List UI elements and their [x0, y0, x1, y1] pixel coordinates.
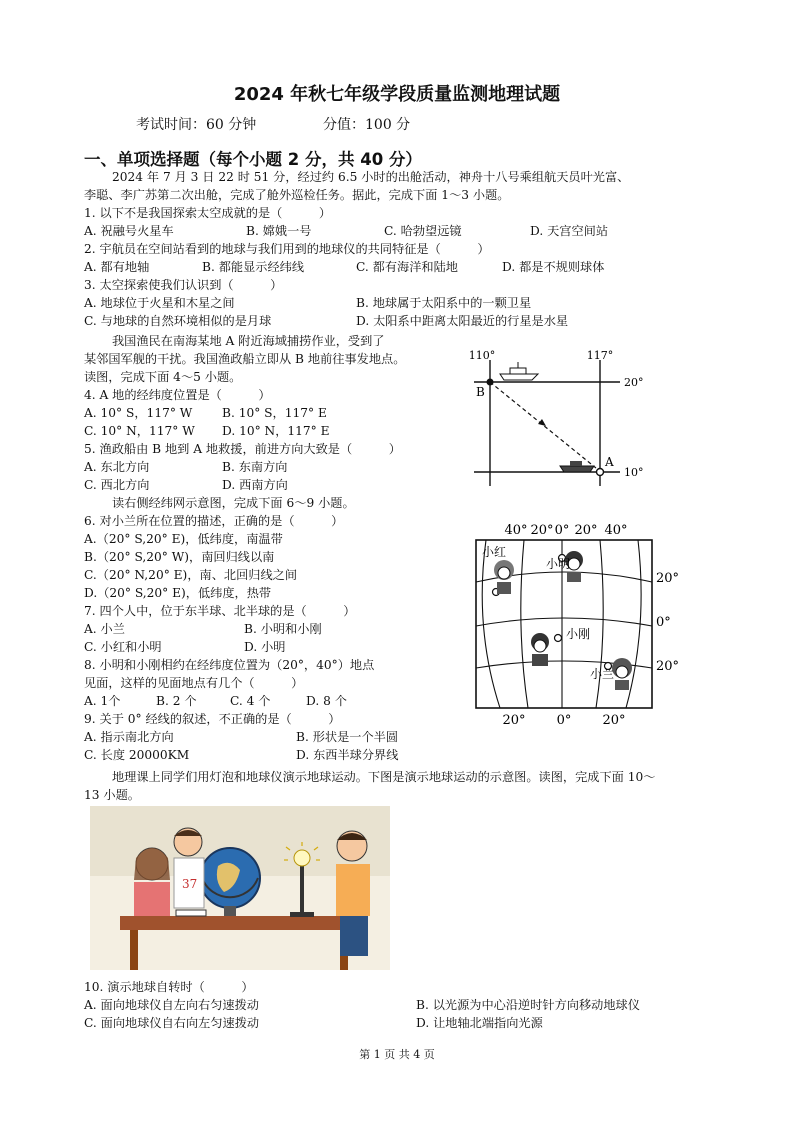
intro-line: 地理课上同学们用灯泡和地球仪演示地球运动。下图是演示地球运动的示意图。读图，完成下面 10～ [112, 770, 656, 784]
label-xiaohong: 小红 [482, 545, 507, 559]
question-stem: 4. A 地的经纬度位置是（ ） [84, 388, 271, 402]
question-stem: 6. 对小兰所在位置的描述，正确的是（ ） [84, 514, 344, 528]
intro-line: 2024 年 7 月 3 日 22 时 51 分，经过约 6.5 小时的出舱活动，神舟十八号乘组航天员叶光富、 [112, 170, 630, 184]
question-stem: 3. 太空探索使我们认识到（ ） [84, 278, 283, 292]
question-stem: 5. 渔政船由 B 地到 A 地救援，前进方向大致是（ ） [84, 442, 401, 456]
lon-label-117: 117° [586, 349, 614, 362]
bottom-lon-label: 0° [556, 713, 572, 728]
option: D. 太阳系中距离太阳最近的行星是水星 [356, 314, 569, 328]
arrow-icon [538, 419, 546, 426]
girl-figure [134, 848, 170, 916]
option: C. 都有海洋和陆地 [356, 260, 458, 274]
intro-line: 读图，完成下面 4～5 小题。 [84, 370, 242, 384]
option: D. 东西半球分界线 [296, 748, 399, 762]
question-stem: 9. 关于 0° 经线的叙述，不正确的是（ ） [84, 712, 341, 726]
option: C. 与地球的自然环境相似的是月球 [84, 314, 272, 328]
graticule-figure [470, 518, 680, 730]
lat-label-20: 20° [624, 376, 644, 389]
page-footer: 第 1 页 共 4 页 [359, 1048, 435, 1061]
option: D.（20° S,20° E)，低纬度，热带 [84, 586, 272, 600]
option: D. 8 个 [306, 694, 347, 708]
option: B. 地球属于太阳系中的一颗卫星 [356, 296, 532, 310]
table [120, 916, 360, 930]
option: A. 面向地球仪自左向右匀速拨动 [84, 998, 259, 1012]
option: B. 形状是一个半圆 [296, 730, 399, 744]
option: B. 以光源为中心沿逆时针方向移动地球仪 [416, 998, 640, 1012]
lon-label-110: 110° [468, 349, 496, 362]
exam-time: 考试时间：60 分钟 [136, 117, 257, 133]
intro-line: 李聪、李广苏第二次出舱，完成了舱外巡检任务。据此，完成下面 1～3 小题。 [84, 188, 510, 202]
option: B. 小明和小刚 [244, 622, 322, 636]
option: A. 东北方向 [84, 460, 150, 474]
map-route-figure [460, 348, 660, 490]
kid-xiaohong-icon [494, 560, 514, 594]
page-title: 2024 年秋七年级学段质量监测地理试题 [233, 84, 561, 105]
question-stem: 8. 小明和小刚相约在经纬度位置为（20°，40°）地点 [84, 658, 375, 672]
bottom-lon-label: 20° [602, 713, 626, 728]
option: C. 小红和小明 [84, 640, 162, 654]
option: C.（20° N,20° E)，南、北回归线之间 [84, 568, 298, 582]
option: D. 让地轴北端指向光源 [416, 1016, 543, 1030]
option: B. 10° S，117° E [222, 406, 327, 420]
option: C. 4 个 [230, 694, 271, 708]
lat-label-10: 10° [624, 466, 644, 479]
option: C. 10° N，117° W [84, 424, 195, 438]
option: D. 小明 [244, 640, 286, 654]
point-a-marker [597, 469, 604, 476]
question-stem: 见面，这样的见面地点有几个（ ） [84, 676, 304, 690]
point-b-marker [487, 379, 494, 386]
option: A.（20° S,20° E)，低纬度，南温带 [84, 532, 283, 546]
option: B. 2 个 [156, 694, 197, 708]
shirt-number: 37 [182, 877, 198, 891]
intro-line: 13 小题。 [84, 788, 140, 802]
label-b: B [476, 385, 485, 399]
top-lon-label: 40° [604, 523, 628, 538]
option: A. 祝融号火星车 [84, 224, 174, 238]
section-heading: 一、单项选择题（每个小题 2 分，共 40 分） [84, 150, 422, 169]
top-lon-label: 20° [530, 523, 554, 538]
kid-xiaolan-icon [612, 658, 632, 690]
question-stem: 2. 宇航员在空间站看到的地球与我们用到的地球仪的共同特征是（ ） [84, 242, 490, 256]
label-a: A [605, 455, 614, 469]
option: A. 指示南北方向 [84, 730, 174, 744]
exam-score: 分值：100 分 [323, 117, 411, 133]
option: D. 天宫空间站 [530, 224, 609, 238]
label-xiaogang: 小刚 [566, 627, 591, 641]
question-stem: 1. 以下不是我国探索太空成就的是（ ） [84, 206, 332, 220]
classroom-illustration [90, 806, 390, 970]
option: B.（20° S,20° W)，南回归线以南 [84, 550, 275, 564]
question-stem: 7. 四个人中，位于东半球、北半球的是（ ） [84, 604, 356, 618]
option: C. 哈勃望远镜 [384, 224, 462, 238]
boy-figure-right [336, 831, 370, 956]
right-lat-label: 20° [656, 659, 680, 674]
option: C. 面向地球仪自右向左匀速拨动 [84, 1016, 260, 1030]
option: D. 10° N，117° E [222, 424, 330, 438]
option: B. 东南方向 [222, 460, 288, 474]
option: D. 西南方向 [222, 478, 288, 492]
option: A. 小兰 [84, 622, 125, 636]
intro-line: 某邻国军舰的干扰。我国渔政船立即从 B 地前往事发地点。 [84, 352, 406, 366]
label-xiaoming: 小明 [546, 557, 571, 571]
top-lon-label: 0° [554, 523, 570, 538]
option: C. 长度 20000KM [84, 748, 190, 762]
bottom-lon-label: 20° [502, 713, 526, 728]
intro-line: 我国渔民在南海某地 A 附近海域捕捞作业，受到了 [112, 334, 385, 348]
top-lon-label: 40° [504, 523, 528, 538]
option: A. 都有地轴 [84, 260, 150, 274]
option: D. 都是不规则球体 [502, 260, 605, 274]
option: A. 1个 [84, 694, 121, 708]
ship-icon [500, 362, 538, 380]
boy-figure-left [174, 828, 204, 908]
right-lat-label: 0° [656, 615, 671, 630]
option: C. 西北方向 [84, 478, 150, 492]
option: B. 嫦娥一号 [246, 224, 312, 238]
top-lon-label: 20° [574, 523, 598, 538]
label-xiaolan: 小兰 [590, 667, 615, 681]
option: A. 10° S，117° W [84, 406, 193, 420]
book-icon [176, 910, 206, 916]
right-lat-label: 20° [656, 571, 680, 586]
option: A. 地球位于火星和木星之间 [84, 296, 235, 310]
intro-line: 读右侧经纬网示意图，完成下面 6～9 小题。 [112, 496, 355, 510]
option: B. 都能显示经纬线 [202, 260, 305, 274]
question-stem: 10. 演示地球自转时（ ） [84, 980, 254, 994]
